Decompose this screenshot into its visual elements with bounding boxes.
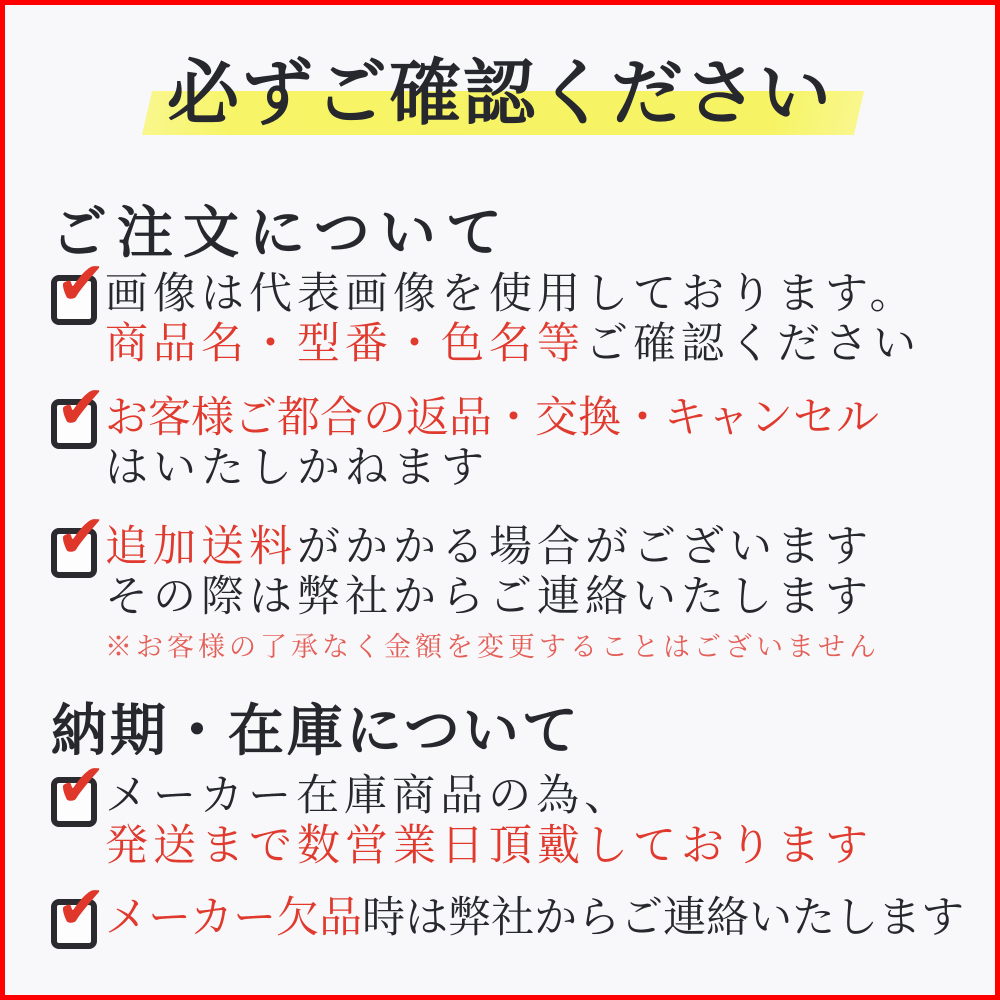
checkbox-icon <box>51 249 107 325</box>
section-heading-delivery: 納期・在庫について <box>51 698 581 764</box>
list-item <box>51 249 970 369</box>
item-text-segment: はいたしかねます <box>105 443 489 493</box>
item-text-segment: 追加送料 <box>105 522 297 572</box>
checkbox-icon <box>51 502 107 578</box>
item-text-segment: その際は弊社からご連絡いたします <box>105 572 873 622</box>
item-text <box>105 522 970 664</box>
item-text-segment: メーカー在庫商品の為、 <box>105 771 633 821</box>
checkbox-icon <box>51 751 107 827</box>
item-note: ※お客様の了承なく金額を変更することはございません <box>105 632 880 663</box>
section-heading-orders: ご注文について <box>51 200 512 266</box>
list-item <box>51 873 970 949</box>
check-icon: ✔ <box>56 502 107 572</box>
item-text-segment: 時は弊社からご連絡いたします <box>362 893 965 943</box>
check-icon: ✔ <box>56 373 107 443</box>
checkbox-icon <box>51 373 107 449</box>
item-text-segment: がかかる場合がございます <box>297 522 873 572</box>
checkbox-icon <box>51 873 107 949</box>
list-item <box>51 502 970 664</box>
item-text-segment: メーカー欠品 <box>105 893 363 943</box>
item-text <box>105 393 970 493</box>
check-icon: ✔ <box>56 249 107 319</box>
item-text-segment: お客様ご都合の返品・交換・キャンセル <box>105 393 879 443</box>
page-title: 必ずご確認ください <box>166 50 833 135</box>
check-icon: ✔ <box>56 751 107 821</box>
list-item <box>51 751 970 871</box>
item-text <box>105 771 970 871</box>
item-text-segment: ご確認ください <box>585 319 921 369</box>
item-text-segment: 発送まで数営業日頂戴しております <box>105 821 873 871</box>
check-icon: ✔ <box>56 873 107 943</box>
item-text-segment: 画像は代表画像を使用しております。 <box>105 269 918 319</box>
item-text <box>105 269 970 369</box>
title-block <box>5 35 995 139</box>
item-text-segment: 商品名・型番・色名等 <box>105 319 585 369</box>
list-item <box>51 373 970 493</box>
item-text <box>105 893 970 943</box>
